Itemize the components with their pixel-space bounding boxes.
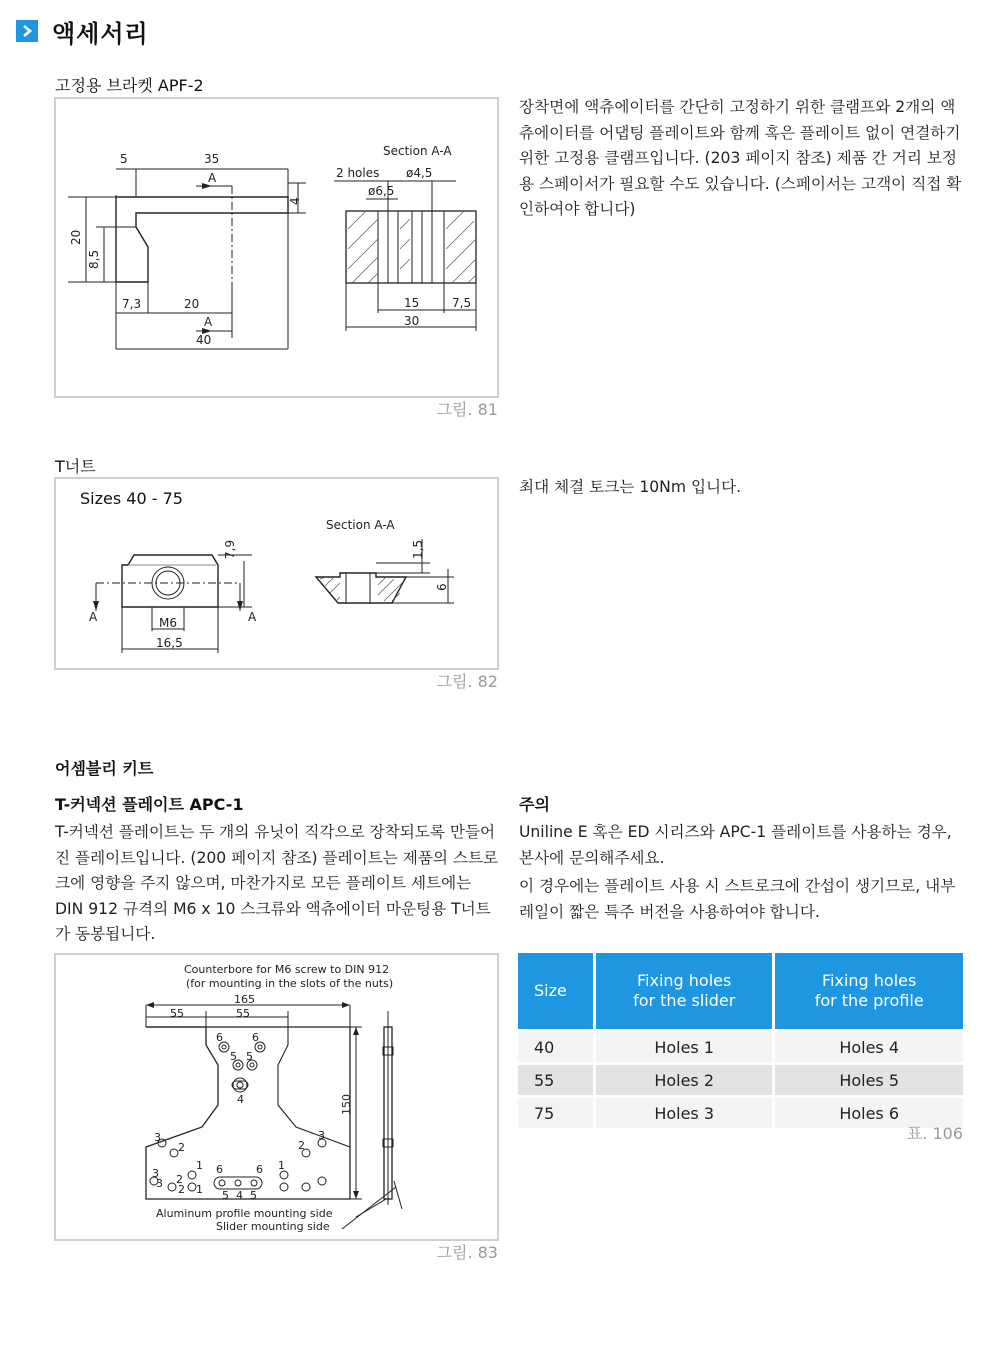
kit-hole-label-4b: 4: [236, 1189, 243, 1202]
kit-hole-label-2d: 2: [298, 1139, 305, 1152]
kit-hole-label-6a: 6: [216, 1031, 223, 1044]
tnut-heading: T너트: [55, 457, 96, 476]
tnut-sizes-label: Sizes 40 - 75: [80, 489, 183, 508]
kit-hole-label-6b: 6: [252, 1031, 259, 1044]
bracket-dia-6-5: ø6,5: [368, 184, 395, 198]
kit-hole-label-3a: 3: [154, 1131, 161, 1144]
table-cell-profile: Holes 5: [772, 1065, 963, 1098]
note-heading: 주의: [519, 795, 550, 814]
kit-hole-label-3b: 3: [152, 1167, 159, 1180]
tnut-dim-6: 6: [435, 583, 449, 591]
table-row: [518, 1065, 963, 1098]
kit-dim-150: 150: [340, 1094, 353, 1115]
bracket-dim-40: 40: [196, 333, 212, 347]
kit-heading: 어셈블리 키트: [55, 759, 154, 778]
kit-hole-label-1b: 1: [196, 1183, 203, 1196]
tnut-section-label: Section A-A: [326, 518, 395, 532]
note-paragraph-2: 이 경우에는 플레이트 사용 시 스트로크에 간섭이 생기므로, 내부 레일이 짧은 특주 버전을 사용하여야 합니다.: [519, 877, 956, 921]
tnut-description: 최대 체결 토크는 10Nm 입니다.: [519, 478, 742, 496]
bracket-dim-4: 4: [288, 197, 302, 205]
kit-dim-55-left: 55: [170, 1007, 184, 1020]
bracket-section-label: Section A-A: [383, 144, 452, 158]
tnut-cut-a-left: A: [89, 610, 98, 624]
bracket-dim-30: 30: [404, 314, 420, 328]
kit-hole-label-3d: 3: [318, 1129, 325, 1142]
tnut-dim-7-9: 7,9: [223, 539, 237, 559]
bracket-dim-5: 5: [120, 152, 128, 166]
table-header-profile-line2: for the profile: [814, 991, 924, 1010]
kit-hole-label-1c: 1: [278, 1159, 285, 1172]
table-cell-slider: Holes 1: [593, 1032, 772, 1065]
table-cell-size: 75: [518, 1098, 593, 1131]
kit-hole-label-6d: 6: [256, 1163, 263, 1176]
table-cell-slider: Holes 2: [593, 1065, 772, 1098]
tnut-drawing-frame: [54, 477, 499, 670]
tnut-dim-1-5: 1,5: [411, 539, 425, 559]
table-cell-size: 40: [518, 1032, 593, 1065]
kit-technical-drawing: [56, 955, 497, 1239]
bracket-dim-15: 15: [404, 296, 420, 310]
tnut-caption: 그림. 82: [436, 672, 498, 691]
bracket-heading: 고정용 브라켓 APF-2: [55, 76, 204, 95]
kit-drawing-frame: [54, 953, 499, 1241]
bracket-drawing-frame: [54, 97, 499, 398]
table-cell-profile: Holes 4: [772, 1032, 963, 1065]
kit-hole-label-2b: 2: [176, 1173, 183, 1186]
table-header-row: [518, 953, 963, 1032]
kit-slider-side-label: Slider mounting side: [216, 1220, 330, 1233]
table-header-size: Size: [518, 953, 593, 1032]
bracket-cut-a-bottom: A: [204, 315, 213, 329]
bracket-caption: 그림. 81: [436, 400, 498, 419]
bracket-description: 장착면에 액츄에이터를 간단히 고정하기 위한 클램프와 2개의 액츄에이터를 어댑팅 플레이트와 함께 혹은 플레이트 없이 연결하기 위한 고정용 클램프입니다. (203 페이지 참조) 제품 간 거리 보정용 스페이서가 필요할 수도 있습니다. (스페이서는 고객이 직접 확인하여야 합니다): [519, 98, 962, 218]
tnut-cut-a-right: A: [248, 610, 257, 624]
bracket-dim-8-5: 8,5: [87, 249, 101, 269]
bracket-dim-7-5: 7,5: [452, 296, 472, 310]
table-header-slider-line2: for the slider: [633, 991, 736, 1010]
kit-counterbore-line2: (for mounting in the slots of the nuts): [186, 977, 394, 990]
bracket-dim-7-3: 7,3: [122, 297, 142, 311]
page-title: 액세서리: [52, 19, 149, 48]
table-cell-size: 55: [518, 1065, 593, 1098]
table-caption: 표. 106: [906, 1124, 963, 1143]
holes-table: [518, 953, 963, 1131]
note-paragraph-1: Uniline E 혹은 ED 시리즈와 APC-1 플레이트를 사용하는 경우, 본사에 문의해주세요.: [519, 823, 952, 867]
table-header-profile-line1: Fixing holes: [822, 971, 917, 990]
chevron-right-icon: [16, 20, 38, 42]
table-header-slider: [593, 953, 772, 1032]
kit-dim-165: 165: [234, 993, 255, 1006]
kit-description: T-커넥션 플레이트는 두 개의 유닛이 직각으로 장착되도록 만들어진 플레이트입니다. (200 페이지 참조) 플레이트는 제품의 스트로크에 영향을 주지 않으며, 마찬가지로 모든 플레이트 세트에는 DIN 912 규격의 M6 x 10 스크류와 액츄에이터 마운팅용 T너트가 동봉됩니다.: [55, 823, 499, 943]
table-row: [518, 1032, 963, 1065]
kit-hole-label-2a: 2: [178, 1141, 185, 1154]
kit-hole-label-3c: 3: [156, 1177, 163, 1190]
bracket-technical-drawing: [56, 99, 497, 396]
bracket-dia-4-5: ø4,5: [406, 166, 433, 180]
bracket-dim-35: 35: [204, 152, 220, 166]
kit-subheading: T-커넥션 플레이트 APC-1: [55, 795, 244, 814]
kit-dim-55-middle: 55: [236, 1007, 250, 1020]
holes-table-wrap: [518, 953, 963, 1131]
bracket-dim-20-horizontal: 20: [184, 297, 200, 311]
kit-hole-label-5a: 5: [230, 1050, 237, 1063]
bracket-holes-label: 2 holes: [336, 166, 380, 180]
kit-hole-label-5b: 5: [246, 1050, 253, 1063]
kit-counterbore-line1: Counterbore for M6 screw to DIN 912: [184, 963, 390, 976]
kit-hole-label-2c: 2: [178, 1183, 185, 1196]
table-cell-slider: Holes 3: [593, 1098, 772, 1131]
tnut-dim-16-5: 16,5: [156, 636, 183, 650]
kit-hole-label-5d: 5: [250, 1189, 257, 1202]
table-header-slider-line1: Fixing holes: [637, 971, 732, 990]
bracket-dim-20-vertical: 20: [69, 229, 83, 245]
kit-hole-label-1a: 1: [196, 1159, 203, 1172]
tnut-dim-m6: M6: [159, 616, 177, 630]
bracket-cut-a-top: A: [208, 171, 217, 185]
kit-hole-label-5c: 5: [222, 1189, 229, 1202]
kit-profile-side-label: Aluminum profile mounting side: [156, 1207, 333, 1220]
page-title-bar: [16, 14, 149, 48]
kit-hole-label-4: 4: [237, 1093, 244, 1106]
kit-hole-label-6c: 6: [216, 1163, 223, 1176]
table-header-profile: [772, 953, 963, 1032]
table-cell-profile: Holes 6: [772, 1098, 963, 1131]
kit-caption: 그림. 83: [436, 1243, 498, 1262]
